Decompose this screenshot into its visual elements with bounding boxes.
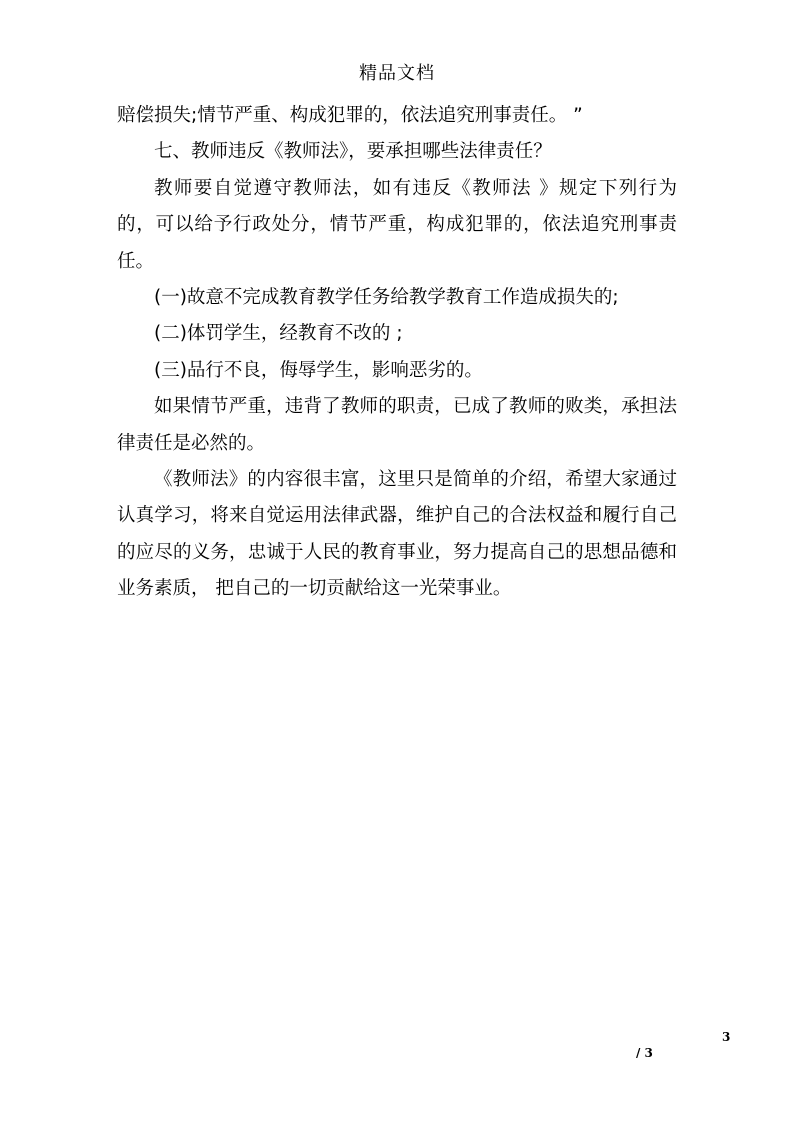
paragraph-conclusion: 《教师法》的内容很丰富，这里只是简单的介绍，希望大家通过认真学习，将来自觉运用法律武器，维护自己的合法权益和履行自己的应尽的义务，忠诚于人民的教育事业，努力提高自己的思想品德和业务素质， 把自己的一切贡献给这一光荣事业。 xyxy=(117,469,677,600)
page-total: / 3 xyxy=(636,1046,653,1060)
document-body xyxy=(117,98,677,608)
paragraph-intro: 教师要自觉遵守教师法，如有违反《教师法 》规定下列行为的，可以给予行政处分，情节严重，构成犯罪的，依法追究刑事责任。 xyxy=(117,177,677,272)
paragraph-continuation: 赔偿损失;情节严重、构成犯罪的，依法追究刑事责任。 ” xyxy=(117,105,583,126)
section-heading-seven: 七、教师违反《教师法》，要承担哪些法律责任？ xyxy=(154,141,552,163)
page-number: 3 xyxy=(722,1030,731,1044)
paragraph-consequence: 如果情节严重，违背了教师的职责，已成了教师的败类，承担法律责任是必然的。 xyxy=(117,396,677,454)
list-item-three: (三)品行不良，侮辱学生，影响恶劣的。 xyxy=(154,359,483,381)
page-header-title: 精品文档 xyxy=(359,63,435,84)
list-item-one: (一)故意不完成教育教学任务给教学教育工作造成损失的; xyxy=(154,287,619,309)
list-item-two: (二)体罚学生，经教育不改的 ; xyxy=(154,323,403,345)
